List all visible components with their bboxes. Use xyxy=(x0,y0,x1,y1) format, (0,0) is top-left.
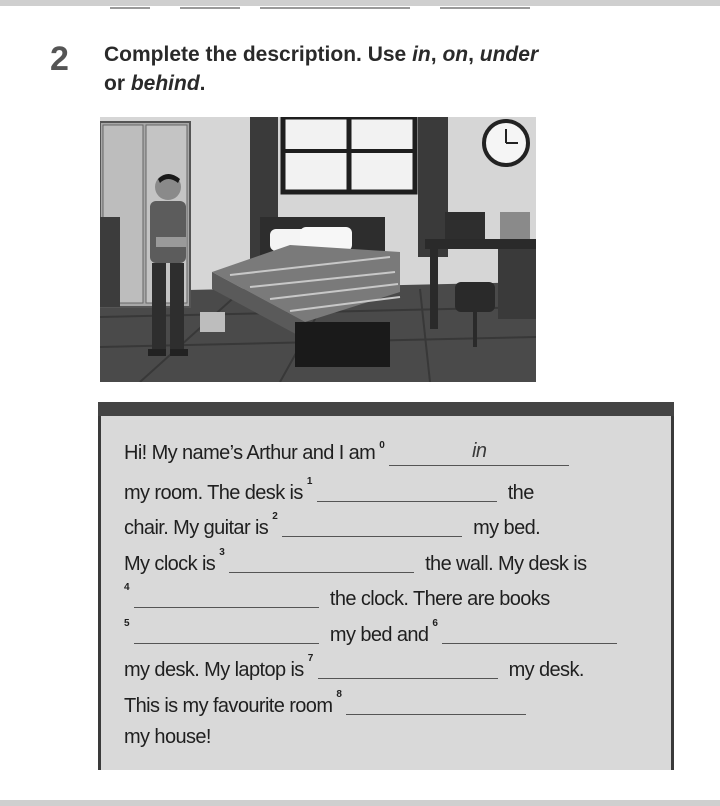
blank-number: 2 xyxy=(272,511,278,522)
answer-blank-6[interactable] xyxy=(442,623,617,644)
exercise-instruction xyxy=(104,40,644,98)
bottom-edge xyxy=(0,800,720,806)
instruction-prefix: Complete the description. Use xyxy=(104,43,407,66)
passage-line-8 xyxy=(124,691,526,718)
passage-text: my house! xyxy=(124,726,211,748)
answer-blank-4[interactable] xyxy=(134,587,319,608)
passage-text: This is my favourite room xyxy=(124,695,333,717)
word-or: or xyxy=(104,72,125,95)
full-stop: . xyxy=(199,72,206,95)
passage-text: the wall. My desk is xyxy=(425,553,587,575)
passage-text: chair. My guitar is xyxy=(124,517,269,539)
blank-number: 1 xyxy=(306,476,312,487)
blank-number: 0 xyxy=(379,440,385,451)
previous-exercise-fragment xyxy=(110,4,540,13)
passage-text: my room. The desk is xyxy=(124,482,303,504)
window xyxy=(283,117,415,192)
blank-number: 3 xyxy=(219,547,225,558)
blank-number: 4 xyxy=(124,582,129,593)
word-in: in xyxy=(412,43,431,66)
answer-blank-8[interactable] xyxy=(346,694,526,715)
blank-number: 5 xyxy=(124,618,129,629)
example-answer: in xyxy=(471,440,487,462)
passage-line-3 xyxy=(124,513,540,540)
word-behind: behind xyxy=(130,72,200,95)
answer-blank-3[interactable] xyxy=(229,552,414,573)
clock xyxy=(484,121,528,165)
passage-text: the clock. There are books xyxy=(329,588,550,610)
passage-box-header xyxy=(98,402,674,416)
passage-text: the xyxy=(507,482,534,504)
passage-text: Hi! My name’s Arthur and I am xyxy=(124,442,376,464)
separator: , xyxy=(468,43,474,66)
passage-line-1 xyxy=(124,442,569,465)
passage-line-7 xyxy=(124,655,584,682)
separator: , xyxy=(430,43,437,66)
passage-text: my bed. xyxy=(473,517,541,539)
word-under: under xyxy=(479,43,539,66)
word-on: on xyxy=(442,43,469,66)
bedroom-illustration xyxy=(100,117,536,382)
answer-blank-2[interactable] xyxy=(282,516,462,537)
answer-blank-0 xyxy=(389,440,569,466)
exercise-number: 2 xyxy=(50,40,69,78)
passage-text: my desk. xyxy=(508,659,584,681)
passage-line-5 xyxy=(124,584,550,611)
answer-blank-1[interactable] xyxy=(317,481,497,502)
passage-text: My clock is xyxy=(124,553,216,575)
passage-line-6 xyxy=(124,620,617,647)
passage-text: my bed and xyxy=(329,624,429,646)
blank-number: 8 xyxy=(336,689,342,700)
blank-number: 7 xyxy=(307,653,313,664)
passage-text: my desk. My laptop is xyxy=(124,659,304,681)
passage-line-2 xyxy=(124,478,534,505)
passage-line-9 xyxy=(124,726,211,749)
passage-line-4 xyxy=(124,549,586,576)
blank-number: 6 xyxy=(432,618,438,629)
answer-blank-7[interactable] xyxy=(318,658,498,679)
answer-blank-5[interactable] xyxy=(134,623,319,644)
